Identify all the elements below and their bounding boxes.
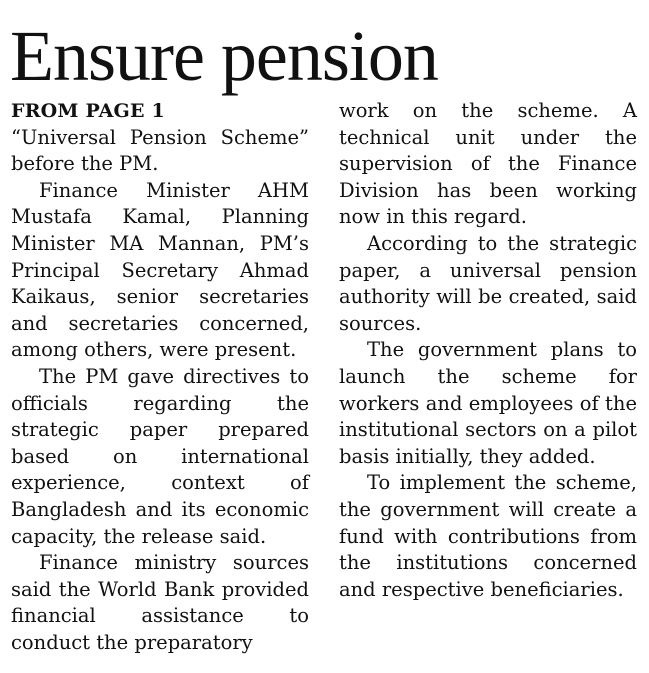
headline: Ensure pension <box>10 16 438 96</box>
paragraph: “Universal Pension Scheme” before the PM. <box>11 125 309 176</box>
paragraph: The PM gave directives to officials regarding the strategic paper prepared based on international experience, context of Bangladesh and its economic capacity, the release said. <box>11 364 309 548</box>
paragraph: The government plans to launch the scheme for workers and employees of the institutional sectors on a pilot basis initially, they added. <box>339 338 637 468</box>
paragraph: To implement the scheme, the government will create a fund with contributions from the institutions concerned and respective beneficiaries. <box>339 471 637 601</box>
left-column <box>11 98 309 656</box>
paragraph: According to the strategic paper, a universal pension authority will be created, said sources. <box>339 231 637 335</box>
paragraph: work on the scheme. A technical unit under the supervision of the Finance Division has been working now in this regard. <box>339 99 637 229</box>
right-column <box>339 98 637 603</box>
paragraph: Finance Minister AHM Mustafa Kamal, Planning Minister MA Mannan, PM’s Principal Secretary Ahmad Kaikaus, senior secretaries and secretaries concerned, among others, were present. <box>11 178 309 362</box>
paragraph: Finance ministry sources said the World Bank provided financial assistance to conduct the preparatory <box>11 551 309 654</box>
dateline: FROM PAGE 1 <box>11 100 165 122</box>
